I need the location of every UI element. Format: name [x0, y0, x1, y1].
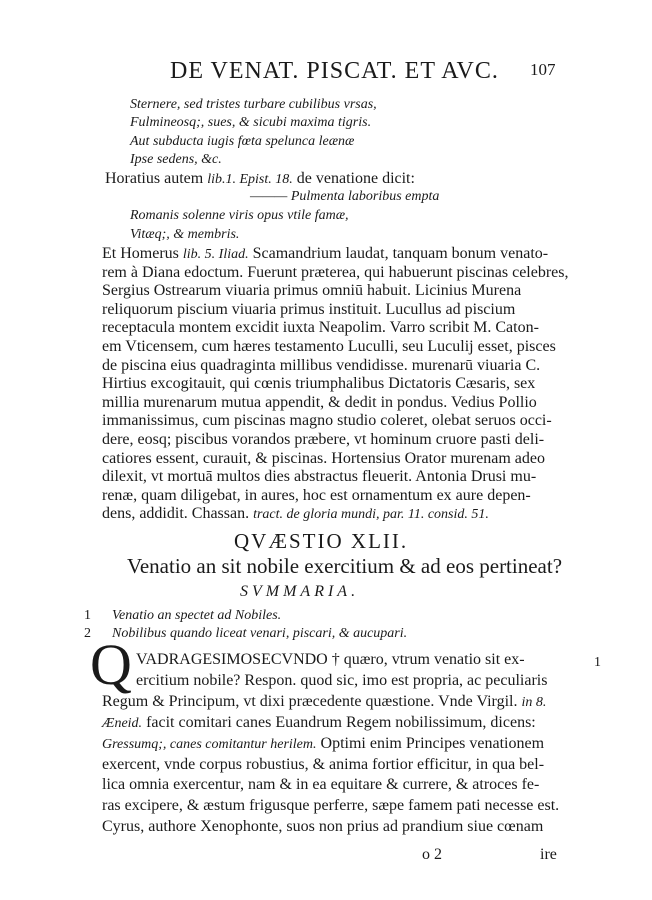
text-line: [102, 714, 536, 732]
text-run: dilexit, vt mortuā multos dies abstractus fleuerit. Antonia Drusi mu-: [102, 468, 537, 486]
text-run: Sergius Ostrearum viuaria primus omniū habuit. Licinius Murena: [102, 282, 522, 300]
verse-line: ——— Pulmenta laboribus empta: [250, 189, 440, 204]
question-number: QVÆSTIO XLII.: [234, 529, 409, 553]
text-line: [102, 693, 546, 711]
text-line: [102, 756, 544, 774]
text-line: [102, 776, 539, 794]
verse-line: Vitæq;, & membris.: [130, 227, 240, 242]
citation-ref: Gressumq;, canes comitantur herilem.: [102, 736, 317, 752]
text-run: Et Homerus: [102, 245, 183, 262]
verse-line: Romanis solenne viris opus vtile famæ,: [130, 208, 349, 223]
citation-ref: Æneid.: [102, 715, 143, 731]
catchword: ire: [540, 846, 557, 863]
text-run: Optimi enim Principes venationem: [316, 734, 545, 752]
text-line: [102, 319, 539, 337]
text-run: Scamandrium laudat, tanquam bonum venato-: [248, 245, 549, 262]
verse-line: Fulmineosq;, sues, & sicubi maxima tigris.: [130, 115, 372, 130]
page-number: 107: [530, 60, 556, 79]
text-line: [102, 450, 545, 468]
verse-line: Ipse sedens, &c.: [130, 152, 222, 167]
text-run: em Vticensem, cum hæres testamento Luculli, seu Luculij esset, pisces: [102, 338, 556, 355]
signature-mark: o 2: [422, 846, 442, 863]
text-line: [102, 735, 544, 753]
text-run: catiores essent, curauit, & piscinas. Hortensius Orator murenam adeo: [102, 449, 545, 467]
text-run: exercent, vnde corpus robustius, & anima fortior efficitur, in qua bel-: [102, 755, 545, 773]
text-line: [102, 245, 548, 263]
text-run: rem à Diana edoctum. Fuerunt præterea, qui habuerunt piscinas celebres,: [102, 263, 569, 281]
text-run: facit comitari canes Euandrum Regem nobilissimum, dicens:: [142, 713, 536, 731]
citation-ref: in 8.: [521, 694, 547, 710]
text-run: receptacula montem excidit iuxta Neapolim. Varro scribit M. Caton-: [102, 319, 539, 337]
text-line: [136, 651, 525, 669]
question-title: Venatio an sit nobile exercitium & ad eos pertineat?: [127, 554, 563, 578]
text-run: Cyrus, authore Xenophonte, suos non prius ad prandium siue cœnam: [102, 818, 544, 836]
side-number: 1: [594, 655, 601, 670]
verse-line: Sternere, sed tristes turbare cubilibus vrsas,: [130, 97, 377, 112]
text-run: Hirtius excogitauit, qui cœnis triumphalibus Dictatoris Cæsaris, sex: [102, 375, 536, 393]
text-line: [102, 394, 537, 412]
text-line: [136, 672, 547, 690]
text-line: [102, 818, 543, 836]
text-run: Horatius autem: [105, 170, 208, 187]
text-run: dens, addidit. Chassan.: [102, 505, 254, 523]
text-run: dere, eosq; piscibus vorandos præbere, vt hominum cruore pasti deli-: [102, 431, 545, 448]
summary-number: 2: [84, 626, 91, 641]
text-run: de venatione dicit:: [292, 170, 415, 187]
text-line: [102, 468, 536, 486]
text-run: VADRAGESIMOSECVNDO † quæro, vtrum venatio sit ex-: [136, 651, 525, 668]
summary-text: Venatio an spectet ad Nobiles.: [112, 608, 282, 623]
citation-ref: lib. 5. Iliad.: [182, 247, 249, 262]
text-line: [102, 797, 559, 815]
horatius-line: [105, 170, 415, 188]
text-line: [102, 282, 521, 300]
text-run: de piscina eius quadraginta millibus vendidisse. murenarū viuaria C.: [102, 356, 541, 374]
text-run: lica omnia exercentur, nam & in ea equitare & currere, & atroces fe-: [102, 776, 540, 794]
text-line: [102, 264, 569, 282]
text-run: Regum & Principum, vt dixi præcedente quæstione. Vnde Virgil.: [102, 692, 522, 710]
text-run: renæ, quam diligebat, in aures, hoc est ornamentum ex aure depen-: [102, 486, 531, 504]
text-line: [102, 487, 531, 505]
summary-text: Nobilibus quando liceat venari, piscari, & aucupari.: [112, 626, 408, 641]
text-line: [102, 357, 540, 375]
running-title: DE VENAT. PISCAT. ET AVC.: [170, 58, 499, 84]
drop-cap: Q: [90, 632, 132, 697]
text-run: reliquorum piscium viuaria primus instituit. Lucullus ad piscium: [102, 300, 516, 318]
text-line: [102, 505, 489, 523]
text-line: [102, 301, 515, 319]
summaria-label: SVMMARIA.: [240, 583, 360, 600]
text-line: [102, 338, 556, 356]
text-run: millia murenarum mutua appendit, & dedit in pondus. Vedius Pollio: [102, 393, 537, 411]
text-run: ercitium nobile? Respon. quod sic, imo est propria, ac peculiaris: [136, 671, 548, 689]
summary-number: 1: [84, 608, 91, 623]
citation-ref: tract. de gloria mundi, par. 11. consid. 51.: [253, 507, 489, 523]
text-run: immanissimus, cum piscinas magno studio coleret, olebat seruos occi-: [102, 412, 552, 430]
text-line: [102, 412, 552, 430]
text-line: [102, 375, 535, 393]
citation-ref: lib.1. Epist. 18.: [207, 172, 293, 187]
verse-line: Aut subducta iugis fœta spelunca leænæ: [130, 134, 355, 149]
text-line: [102, 431, 544, 449]
text-run: ras excipere, & æstum frigusque perferre, sæpe famem pati necesse est.: [102, 797, 560, 815]
